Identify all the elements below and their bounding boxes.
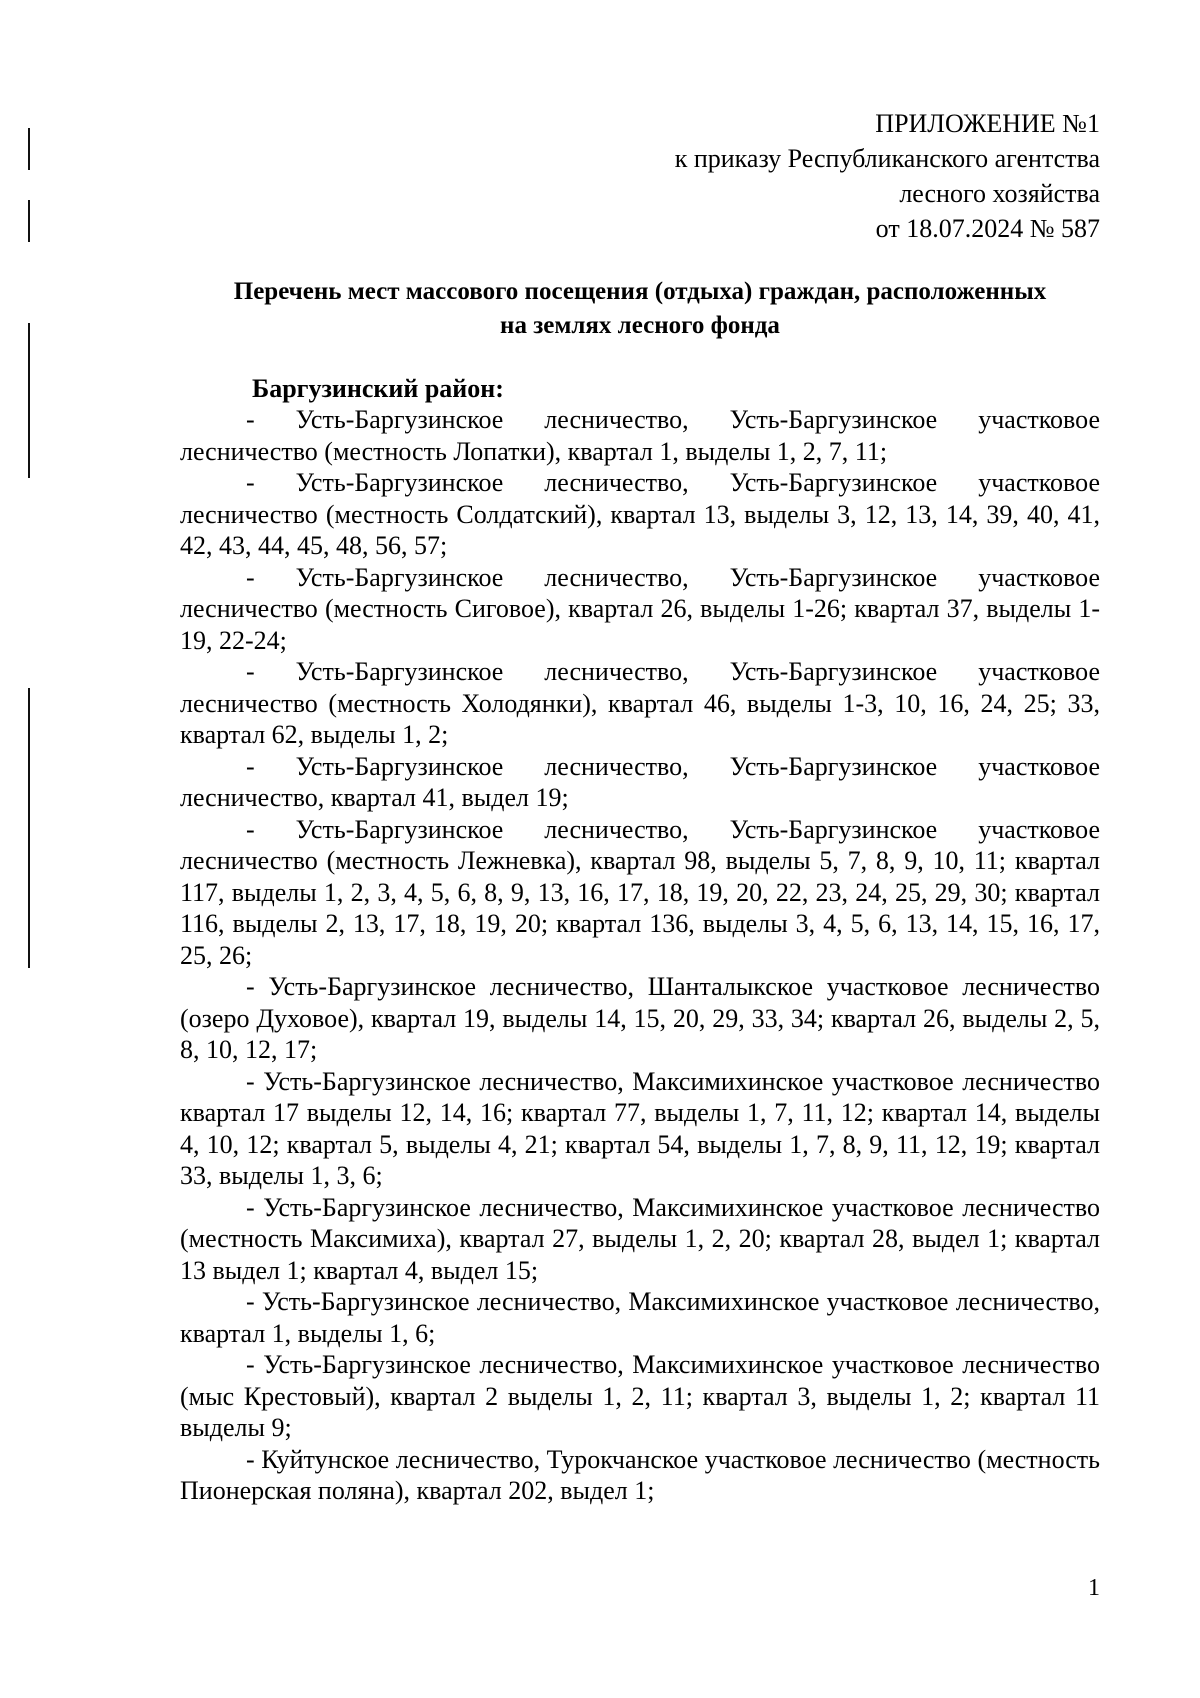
list-item: - Усть-Баргузинское лесничество, Усть-Баргузинское участковое лесничество (местность Лежневка), квартал 98, выделы 5, 7, 8, 9, 10, 11; квартал 117, выделы 1, 2, 3, 4, 5, 6, 8, 9, 13, 16, 17, 18, 19, 20, 22, 23, 24, 25, 29, 30; квартал 116, выделы 2, 13, 17, 18, 19, 20; квартал 136, выделы 3, 4, 5, 6, 13, 14, 15, 16, 17, 25, 26; [180,814,1100,970]
list-item: - Усть-Баргузинское лесничество, Усть-Баргузинское участковое лесничество (местность Холодянки), квартал 46, выделы 1-3, 10, 16, 24, 25; 33, квартал 62, выделы 1, 2; [180,657,1100,749]
list-item: - Куйтунское лесничество, Турокчанское участковое лесничество (местность Пионерская поляна), квартал 202, выдел 1; [180,1444,1100,1505]
document-title [160,275,1120,343]
list-item: - Усть-Баргузинское лесничество, Максимихинское участковое лесничество (местность Максимиха), квартал 27, выделы 1, 2, 20; квартал 28, выдел 1; квартал 13 выдел 1; квартал 4, выдел 15; [180,1192,1100,1285]
scan-mark [28,128,30,170]
list-item: - Усть-Баргузинское лесничество, Максимихинское участковое лесничество, квартал 1, выделы 1, 6; [180,1287,1100,1348]
district-heading: Баргузинский район: [252,374,504,403]
annex-header [540,106,1100,246]
scan-edge-marks [28,128,30,968]
list-item: - Усть-Баргузинское лесничество, Шанталыкское участковое лесничество (озеро Духовое), квартал 19, выделы 14, 15, 20, 29, 33, 34; квартал 26, выделы 2, 5, 8, 10, 12, 17; [180,972,1100,1064]
list-item: - Усть-Баргузинское лесничество, Максимихинское участковое лесничество квартал 17 выделы 12, 14, 16; квартал 77, выделы 1, 7, 11, 12; квартал 14, выделы 4, 10, 12; квартал 5, выделы 4, 21; квартал 54, выделы 1, 7, 8, 9, 11, 12, 19; квартал 33, выделы 1, 3, 6; [180,1066,1100,1190]
title-line: Перечень мест массового посещения (отдыха) граждан, расположенных [233,278,1047,305]
title-line: на землях лесного фонда [500,312,780,339]
page-number: 1 [1088,1575,1100,1601]
scan-mark [28,323,30,478]
annex-line: к приказу Республиканского агентства [674,144,1100,173]
document-body [180,373,1100,1507]
annex-line: от 18.07.2024 № 587 [875,214,1100,243]
list-item: - Усть-Баргузинское лесничество, Усть-Баргузинское участковое лесничество, квартал 41, выдел 19; [180,751,1100,812]
list-item: - Усть-Баргузинское лесничество, Усть-Баргузинское участковое лесничество (местность Лопатки), квартал 1, выделы 1, 2, 7, 11; [180,405,1100,466]
list-item: - Усть-Баргузинское лесничество, Усть-Баргузинское участковое лесничество (местность Солдатский), квартал 13, выделы 3, 12, 13, 14, 39, 40, 41, 42, 43, 44, 45, 48, 56, 57; [180,468,1100,560]
scan-mark [28,200,30,242]
scan-mark [28,688,30,968]
annex-line: ПРИЛОЖЕНИЕ №1 [875,109,1100,138]
list-item: - Усть-Баргузинское лесничество, Усть-Баргузинское участковое лесничество (местность Сиговое), квартал 26, выделы 1-26; квартал 37, выделы 1-19, 22-24; [180,562,1100,655]
list-item: - Усть-Баргузинское лесничество, Максимихинское участковое лесничество (мыс Крестовый), квартал 2 выделы 1, 2, 11; квартал 3, выделы 1, 2; квартал 11 выделы 9; [180,1350,1100,1442]
annex-line: лесного хозяйства [899,179,1100,208]
